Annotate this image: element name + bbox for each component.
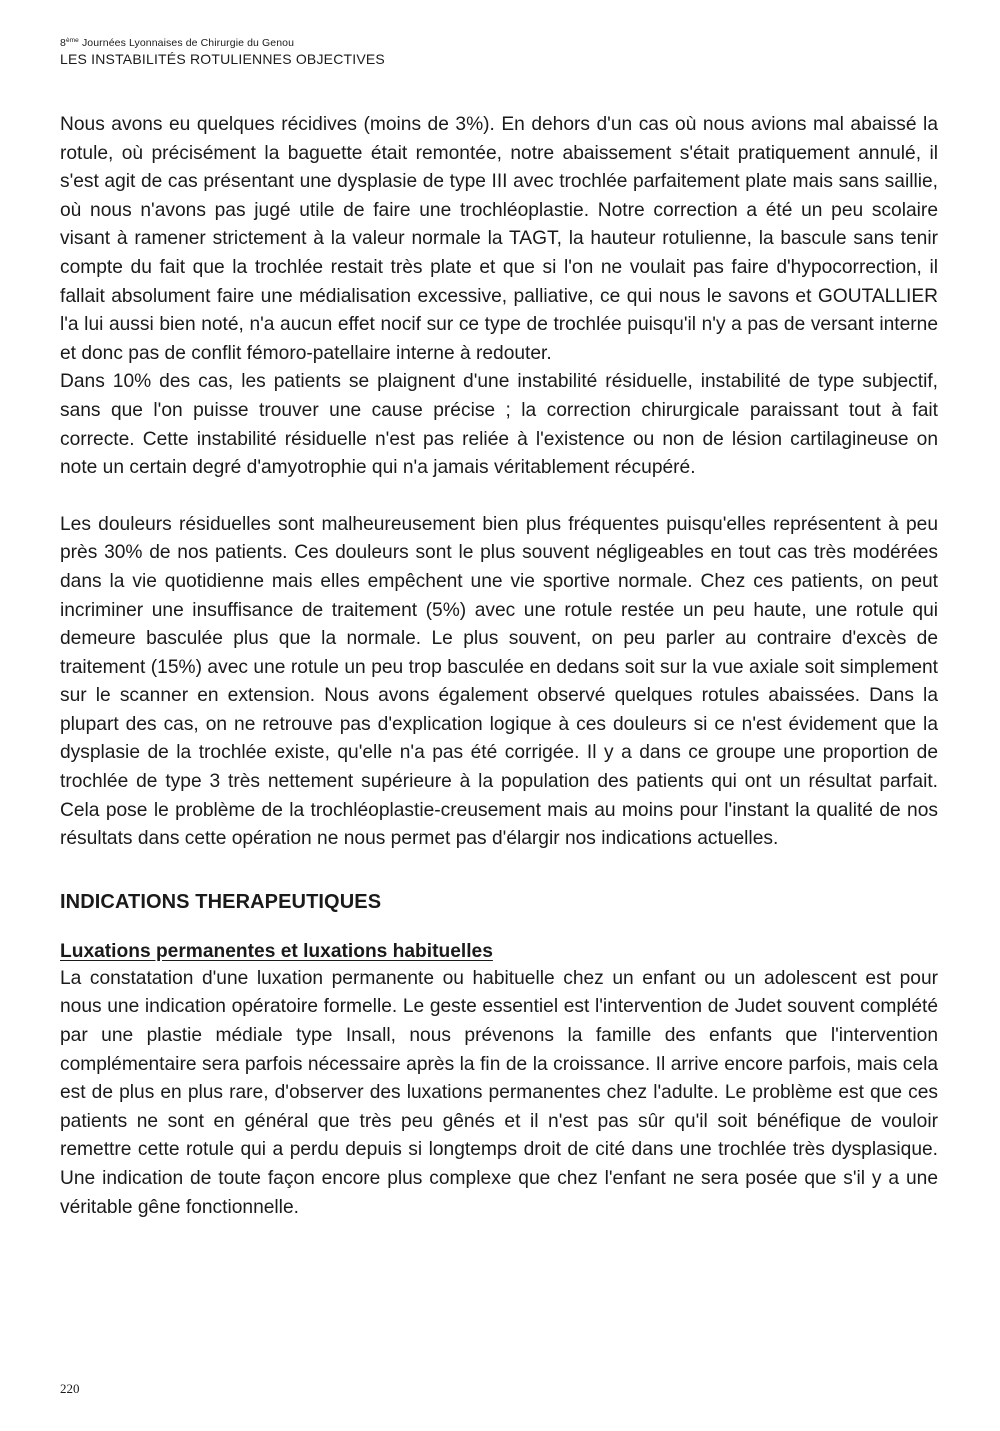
running-header [60, 36, 940, 68]
section-heading: INDICATIONS THERAPEUTIQUES [60, 890, 382, 913]
paragraph-permanent-luxations: La constatation d'une luxation permanente ou habituelle chez un enfant ou un adolescent est pour nous une indication opératoire formelle. Le geste essentiel est l'intervention de Judet souvent complété par une plastie médiale type Insall, nous prévenons la famille des enfants que l'intervention complémentaire sera parfois nécessaire après la fin de la croissance. Il arrive encore parfois, mais cela est de plus en plus rare, d'observer des luxations permanentes chez l'adulte. Le problème est que ces patients ne sont en général que très peu gênés et il n'est pas sûr qu'il soit bénéfique de vouloir remettre cette rotule qui a perdu depuis si longtemps droit de cité dans une trochlée très dysplasique. Une indication de toute façon encore plus complexe que chez l'enfant ne sera posée que s'il y a une véritable gêne fonctionnelle. [60, 967, 938, 1218]
body-text [60, 111, 938, 1222]
paragraph-recurrences: Nous avons eu quelques récidives (moins de 3%). En dehors d'un cas où nous avions mal abaissé la rotule, où précisément la baguette était remontée, notre abaissement s'était pratiquement annulé, il s'est agit de cas présentant une dysplasie de type III avec trochlée parfaitement plate mais sans saillie, où nous n'avons pas jugé utile de faire une trochléoplastie. Notre correction a été un peu scolaire visant à ramener strictement à la valeur normale la TAGT, la hauteur rotulienne, la bascule sans tenir compte du fait que la trochlée restait très plate et que si l'on ne voulait pas faire d'hypocorrection, il fallait absolument faire une médialisation excessive, palliative, ce qui nous le savons et GOUTALLIER l'a lui aussi bien noté, n'a aucun effet nocif sur ce type de trochlée puisqu'il n'y a pas de versant interne et donc pas de conflit fémoro-patellaire interne à redouter. [60, 114, 938, 364]
conference-ordinal: 8 [60, 37, 66, 49]
page-number: 220 [60, 1381, 80, 1396]
book-title: LES INSTABILITÉS ROTULIENNES OBJECTIVES [60, 51, 385, 67]
section-spacer [60, 854, 938, 888]
paragraph-residual-pain: Les douleurs résiduelles sont malheureusement bien plus fréquentes puisqu'elles représentent à peu près 30% de nos patients. Ces douleurs sont le plus souvent négligeables en tout cas très modérées dans la vie quotidienne mais elles empêchent une vie sportive normale. Chez ces patients, on peut incriminer une insuffisance de traitement (5%) avec une rotule restée un peu haute, une rotule qui demeure basculée plus que la normale. Le plus souvent, on peu parler au contraire d'excès de traitement (15%) avec une rotule un peu trop basculée en dedans soit sur la vue axiale soit simplement sur le scanner en extension. Nous avons également observé quelques rotules abaissées. Dans la plupart des cas, on ne retrouve pas d'explication logique à ces douleurs si ce n'est évidement que la dysplasie de la trochlée existe, qu'elle n'a pas été corrigée. Il y a dans ce groupe une proportion de trochlée de type 3 très nettement supérieure à la population des patients qui ont un résultat parfait. Cela pose le problème de la trochléoplastie-creusement mais au moins pour l'instant la qualité de nos résultats dans cette opération ne nous permet pas d'élargir nos indications actuelles. [60, 513, 938, 850]
paragraph-spacer [60, 483, 938, 511]
conference-ordinal-suffix: ème [65, 37, 79, 44]
paragraph-residual-instability: Dans 10% des cas, les patients se plaignent d'une instabilité résiduelle, instabilité de type subjectif, sans que l'on puisse trouver une cause précise ; la correction chirurgicale paraissant tout à fait correcte. Cette instabilité résiduelle n'est pas reliée à l'existence ou non de lésion cartilagineuse on note un certain degré d'amyotrophie qui n'a jamais véritablement récupéré. [60, 371, 938, 479]
subsection-heading: Luxations permanentes et luxations habituelles [60, 940, 493, 962]
heading-spacer [60, 916, 938, 938]
conference-name: Journées Lyonnaises de Chirurgie du Genou [81, 37, 295, 49]
conference-title [60, 36, 940, 50]
